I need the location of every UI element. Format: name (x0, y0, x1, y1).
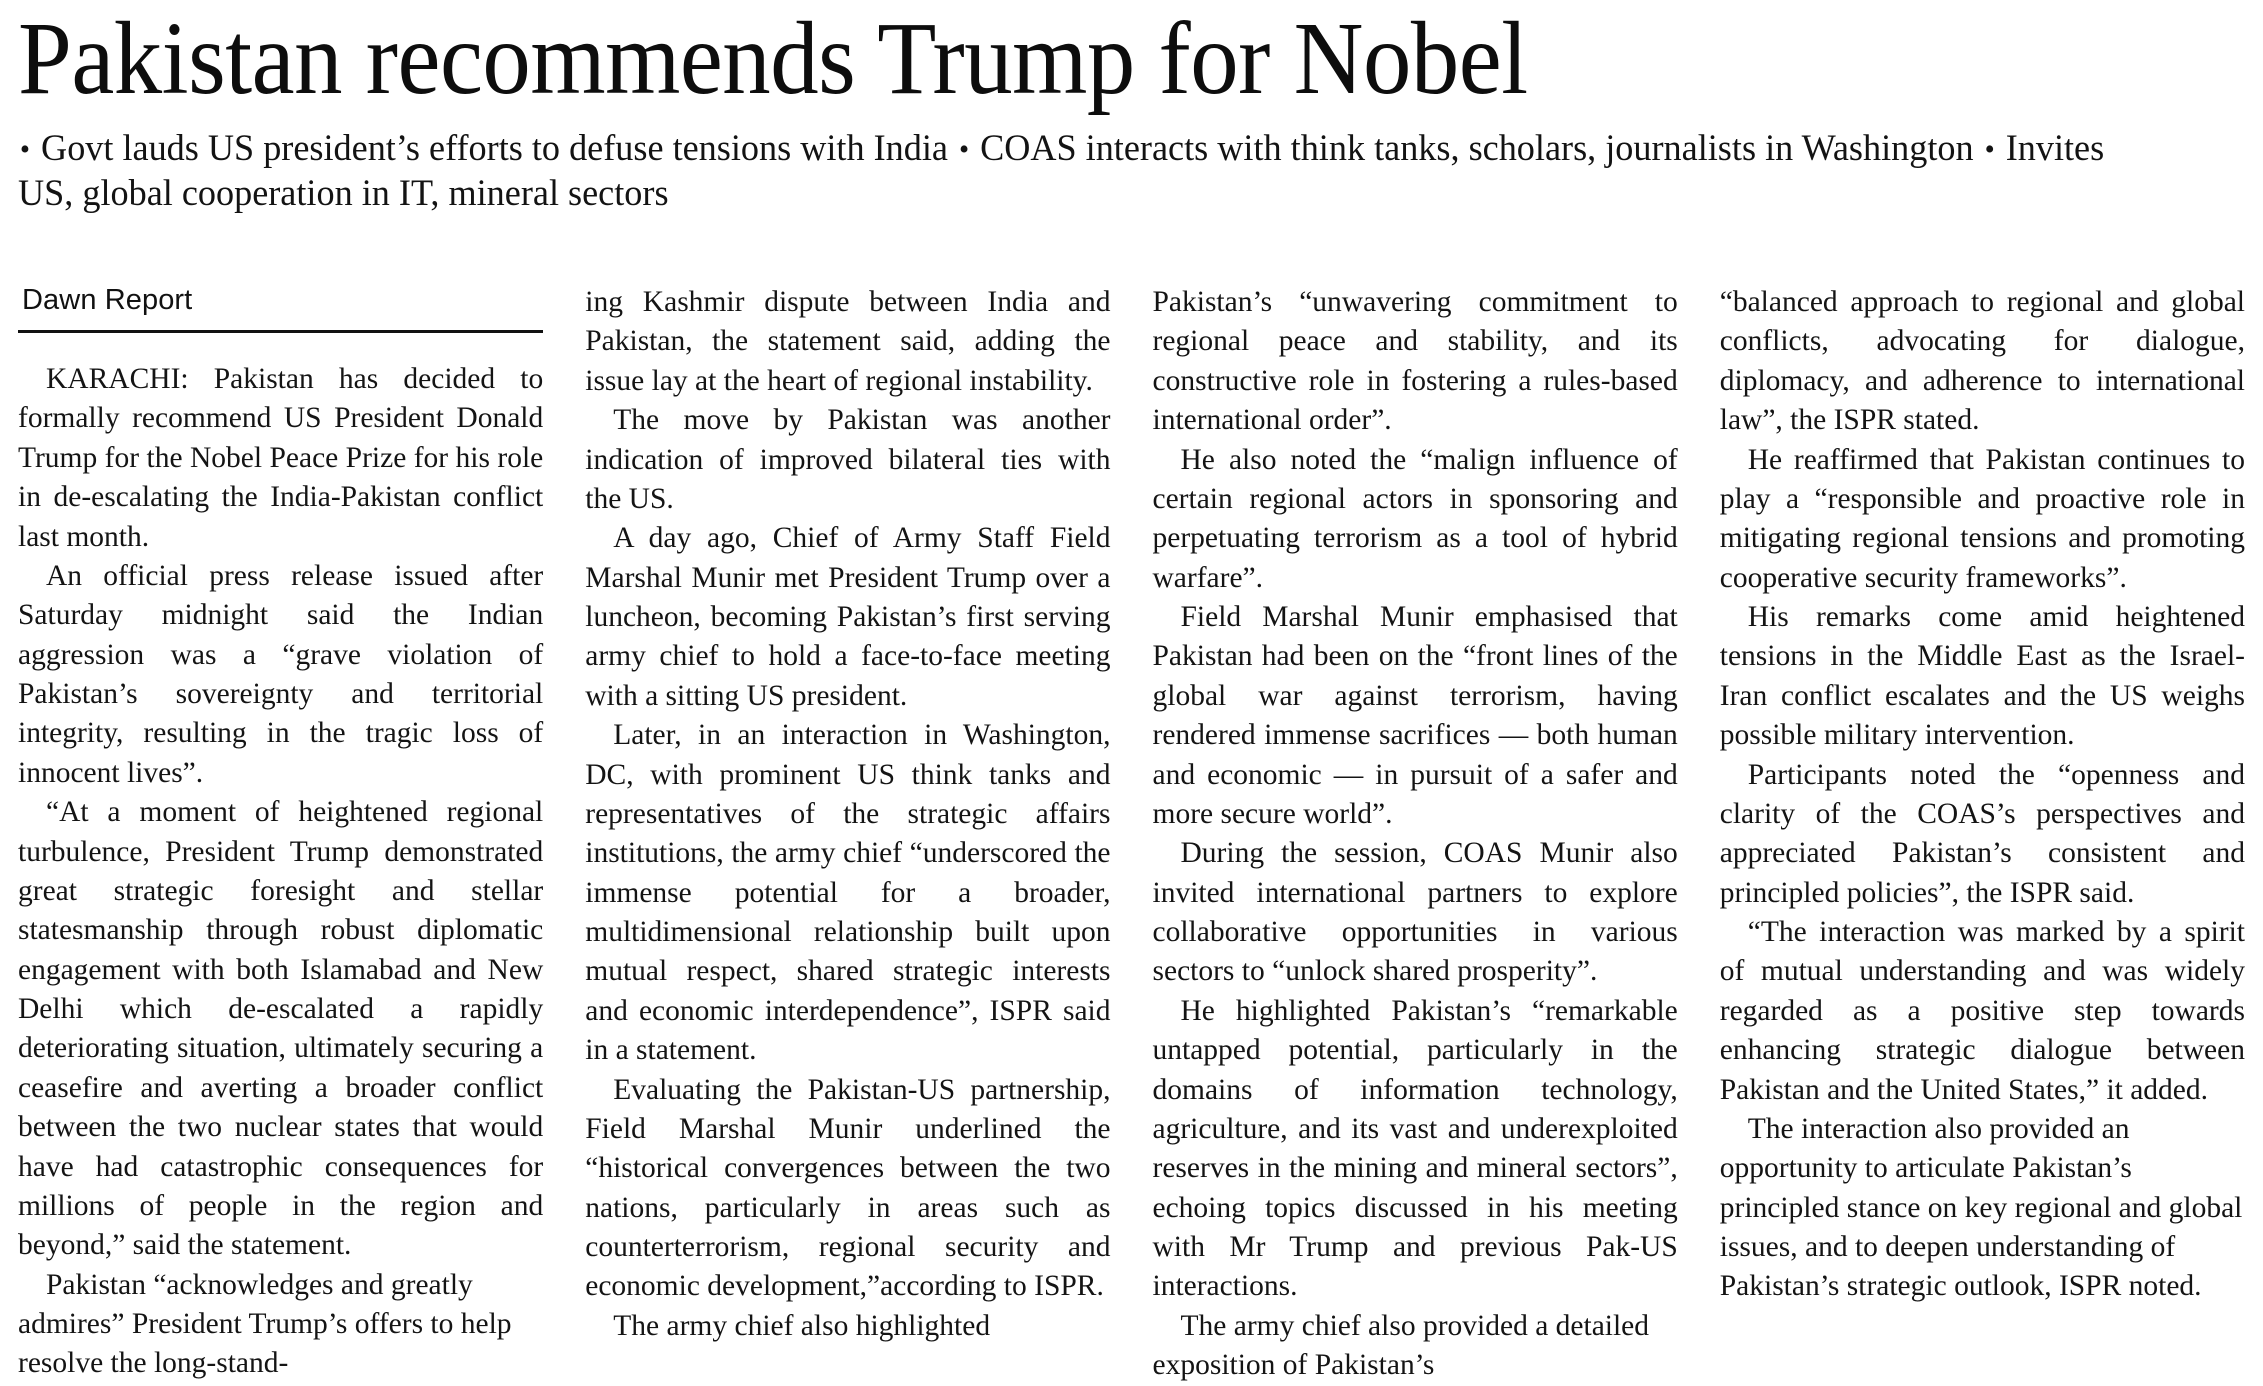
paragraph: He highlighted Pakistan’s “remarkable untapped potential, particularly in the domains of information technology, agriculture, and its vast and underexploited reserves in the mining and mineral sectors”, echoing topics discussed in his meeting with Mr Trump and previous Pak-US interactions. (1152, 994, 1678, 1303)
deck-item-2: COAS interacts with think tanks, scholars, journalists in Washington (980, 128, 1974, 170)
paragraph: Pakistan’s “unwavering commitment to regional peace and stability, and its constructive role in fostering a rules-based international order”. (1152, 286, 1678, 437)
paragraph: He also noted the “malign influence of certain regional actors in sponsoring and perpetuating terrorism as a tool of hybrid warfare”. (1152, 443, 1678, 594)
deck-item-3: Invites US, global cooperation in IT, mineral sectors (18, 128, 2105, 215)
paragraph: Pakistan “acknowledges and greatly admires” President Trump’s offers to help resolve the long-stand- (18, 1268, 512, 1380)
article-column-3 (1153, 283, 1678, 1386)
article-column-1 (18, 283, 543, 1386)
paragraph: Later, in an interaction in Washington, DC, with prominent US think tanks and representatives of the strategic affairs institutions, the army chief “underscored the immense potential for a broader, multidimensional relationship built upon mutual respect, shared strategic interests and economic interdependence”, ISPR said in a statement. (585, 719, 1111, 1067)
byline: Dawn Report (22, 284, 193, 316)
paragraph: The move by Pakistan was another indication of improved bilateral ties with the US. (585, 404, 1111, 515)
paragraph: His remarks come amid heightened tensions in the Middle East as the Israel-Iran conflict escalates and the US weighs possible military intervention. (1719, 601, 2245, 752)
bullet-icon-2: • (958, 133, 970, 167)
paragraph: The interaction also provided an opportunity to articulate Pakistan’s principled stance on key regional and global issues, and to deepen understanding of Pakistan’s strategic outlook, ISPR noted. (1719, 1112, 2243, 1303)
paragraph: The army chief also highlighted (613, 1309, 991, 1342)
article-body-columns (18, 283, 2245, 1382)
column-3-text (1153, 283, 1678, 1386)
paragraph: “At a moment of heightened regional turbulence, President Trump demonstrated great strategic foresight and stellar statesmanship through robust diplomatic engagement with both Islamabad and New Delhi which de-escalated a rapidly deteriorating situation, ultimately securing a ceasefire and averting a broader conflict between the two nuclear states that would have had catastrophic consequences for millions of people in the region and beyond,” said the statement. (18, 796, 544, 1262)
bullet-icon-1: • (19, 133, 31, 167)
column-2-text (585, 283, 1110, 1346)
article-deck (18, 126, 2141, 216)
paragraph: The army chief also provided a detailed exposition of Pakistan’s (1152, 1309, 1650, 1382)
paragraph: He reaffirmed that Pakistan continues to play a “responsible and proactive role in mitigating regional tensions and promoting cooperative security frameworks”. (1719, 443, 2245, 594)
paragraph: Field Marshal Munir emphasised that Pakistan had been on the “front lines of the global war against terrorism, having rendered immense sacrifices — both human and economic — in pursuit of a safer and more secure world”. (1152, 601, 1678, 830)
page-title: Pakistan recommends Trump for Nobel (18, 1, 1528, 116)
paragraph: “balanced approach to regional and global conflicts, advocating for dialogue, diplomacy, and adherence to international law”, the ISPR stated. (1719, 286, 2245, 437)
paragraph: KARACHI: Pakistan has decided to formally recommend US President Donald Trump for the Nobel Peace Prize for his role in de-escalating the India-Pakistan conflict last month. (18, 363, 544, 553)
deck-item-1: Govt lauds US president’s efforts to defuse tensions with India (41, 128, 948, 170)
paragraph: ing Kashmir dispute between India and Pakistan, the statement said, adding the issue lay at the heart of regional instability. (585, 286, 1111, 397)
article-column-2 (585, 283, 1110, 1386)
paragraph: “The interaction was marked by a spirit of mutual understanding and was widely regarded as a positive step towards enhancing strategic dialogue between Pakistan and the United States,” it added. (1719, 916, 2245, 1106)
bullet-icon-3: • (1984, 133, 1995, 167)
column-4-text (1720, 283, 2245, 1307)
paragraph: Participants noted the “openness and clarity of the COAS’s perspectives and appreciated Pakistan’s consistent and principled policies”, the ISPR said. (1719, 758, 2245, 909)
column-1-text (18, 333, 543, 1384)
paragraph: A day ago, Chief of Army Staff Field Marshal Munir met President Trump over a luncheon, becoming Pakistan’s first serving army chief to hold a face-to-face meeting with a sitting US president. (585, 522, 1111, 712)
paragraph: An official press release issued after Saturday midnight said the Indian aggression was a “grave violation of Pakistan’s sovereignty and territorial integrity, resulting in the tragic loss of innocent lives”. (18, 559, 544, 789)
paragraph: Evaluating the Pakistan-US partnership, Field Marshal Munir underlined the “historical convergences between the two nations, particularly in areas such as counterterrorism, regional security and economic development,”according to ISPR. (585, 1073, 1111, 1303)
article-column-4 (1720, 283, 2245, 1386)
paragraph: During the session, COAS Munir also invited international partners to explore collaborative opportunities in various sectors to “unlock shared prosperity”. (1152, 837, 1678, 988)
